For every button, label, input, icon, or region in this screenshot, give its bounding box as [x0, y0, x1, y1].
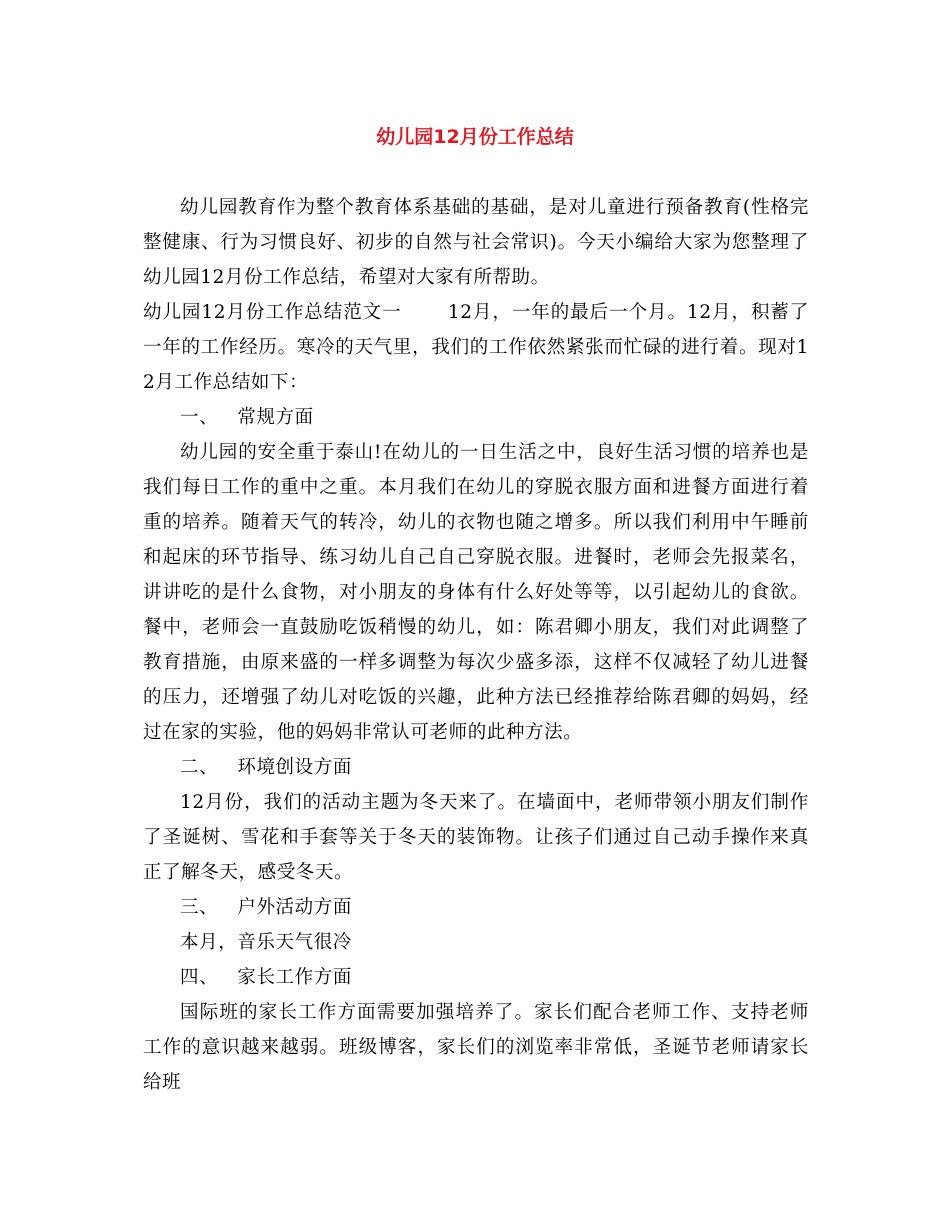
section-paragraph-1: 幼儿园的安全重于泰山!在幼儿的一日生活之中，良好生活习惯的培养也是我们每日工作的重中之重。本月我们在幼儿的穿脱衣服方面和进餐方面进行着重的培养。随着天气的转冷，幼儿的衣物也随之增多。所以我们利用中午睡前和起床的环节指导、练习幼儿自己自己穿脱衣服。进餐时，老师会先报菜名，讲讲吃的是什么食物，对小朋友的身体有什么好处等等，以引起幼儿的食欲。餐中，老师会一直鼓励吃饭稍慢的幼儿，如：陈君卿小朋友，我们对此调整了教育措施，由原来盛的一样多调整为每次少盛多添，这样不仅减轻了幼儿进餐的压力，还增强了幼儿对吃饭的兴趣，此种方法已经推荐给陈君卿的妈妈，经过在家的实验，他的妈妈非常认可老师的此种方法。 [143, 442, 809, 743]
section-paragraph-2: 12月份，我们的活动主题为冬天来了。在墙面中，老师带领小朋友们制作了圣诞树、雪花和手套等关于冬天的装饰物。让孩子们通过自己动手操作来真正了解冬天，感受冬天。 [143, 792, 809, 883]
section-heading-text: 户外活动方面 [237, 897, 352, 918]
section-heading-1 [143, 400, 809, 435]
section-heading-2 [143, 750, 809, 785]
section-number: 二、 [180, 757, 219, 778]
section-paragraph-3: 本月，音乐天气很冷 [180, 932, 352, 953]
intro-paragraph: 幼儿园教育作为整个教育体系基础的基础，是对儿童进行预备教育(性格完整健康、行为习惯良好、初步的自然与社会常识)。今天小编给大家为您整理了幼儿园12月份工作总结，希望对大家有所帮助。 [143, 197, 809, 288]
section-number: 一、 [180, 407, 219, 428]
section-heading-4 [143, 960, 809, 995]
sample-title: 幼儿园12月份工作总结范文一 [143, 302, 402, 323]
document-body [143, 190, 809, 1100]
section-paragraph-4: 国际班的家长工作方面需要加强培养了。家长们配合老师工作、支持老师工作的意识越来越弱。班级博客，家长们的浏览率非常低，圣诞节老师请家长给班 [143, 1002, 809, 1093]
section-heading-text: 家长工作方面 [237, 967, 352, 988]
section-number: 三、 [180, 897, 219, 918]
section-heading-text: 环境创设方面 [237, 757, 352, 778]
sample-paragraph [143, 295, 809, 400]
section-heading-text: 常规方面 [237, 407, 314, 428]
sample-opening: 12月，一年的最后一个月。12月，积蓄了一年的工作经历。寒冷的天气里，我们的工作依然紧张而忙碌的进行着。现对12月工作总结如下： [143, 302, 809, 393]
document-title: 幼儿园12月份工作总结 [376, 126, 574, 148]
section-number: 四、 [180, 967, 219, 988]
section-heading-3 [143, 890, 809, 925]
